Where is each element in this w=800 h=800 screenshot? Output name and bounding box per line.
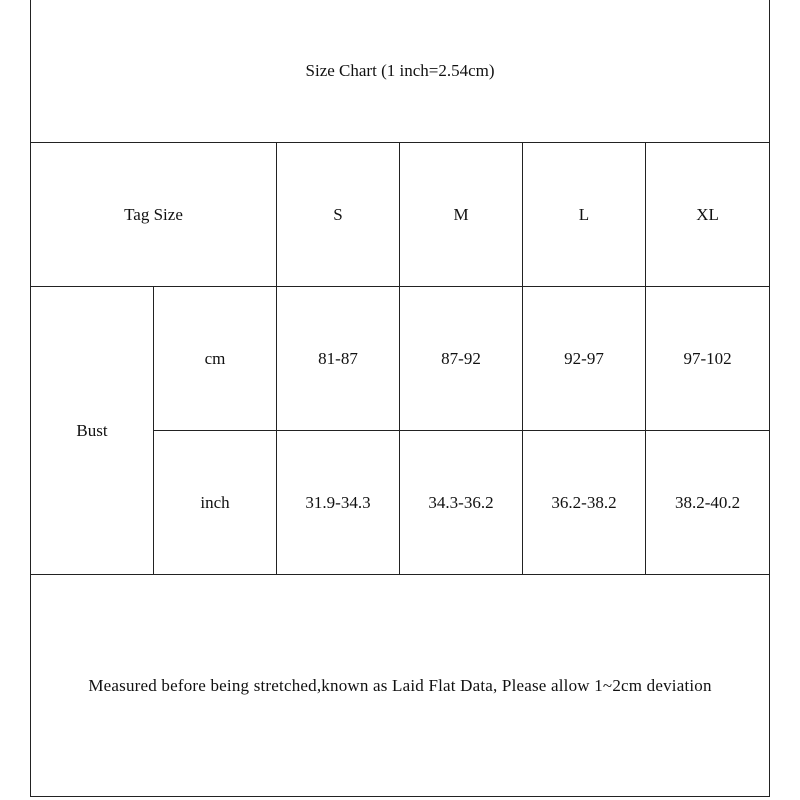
size-chart-table xyxy=(30,0,770,797)
bust-cm-l: 92-97 xyxy=(523,287,646,431)
note-row xyxy=(31,575,770,797)
bust-inch-xl: 38.2-40.2 xyxy=(646,431,770,575)
inch-unit-label: inch xyxy=(154,431,277,575)
bust-cm-s: 81-87 xyxy=(277,287,400,431)
bust-inch-s: 31.9-34.3 xyxy=(277,431,400,575)
title-row xyxy=(31,0,770,143)
bust-label: Bust xyxy=(31,287,154,575)
size-m-header: M xyxy=(400,143,523,287)
size-s-header: S xyxy=(277,143,400,287)
tag-size-label: Tag Size xyxy=(31,143,277,287)
cm-unit-label: cm xyxy=(154,287,277,431)
bust-cm-xl: 97-102 xyxy=(646,287,770,431)
bust-inch-l: 36.2-38.2 xyxy=(523,431,646,575)
tag-size-row xyxy=(31,143,770,287)
measurement-note: Measured before being stretched,known as Laid Flat Data, Please allow 1~2cm deviation xyxy=(31,575,770,797)
chart-title: Size Chart (1 inch=2.54cm) xyxy=(31,0,770,143)
bust-cm-m: 87-92 xyxy=(400,287,523,431)
size-xl-header: XL xyxy=(646,143,770,287)
size-l-header: L xyxy=(523,143,646,287)
bust-inch-m: 34.3-36.2 xyxy=(400,431,523,575)
bust-cm-row xyxy=(31,287,770,431)
